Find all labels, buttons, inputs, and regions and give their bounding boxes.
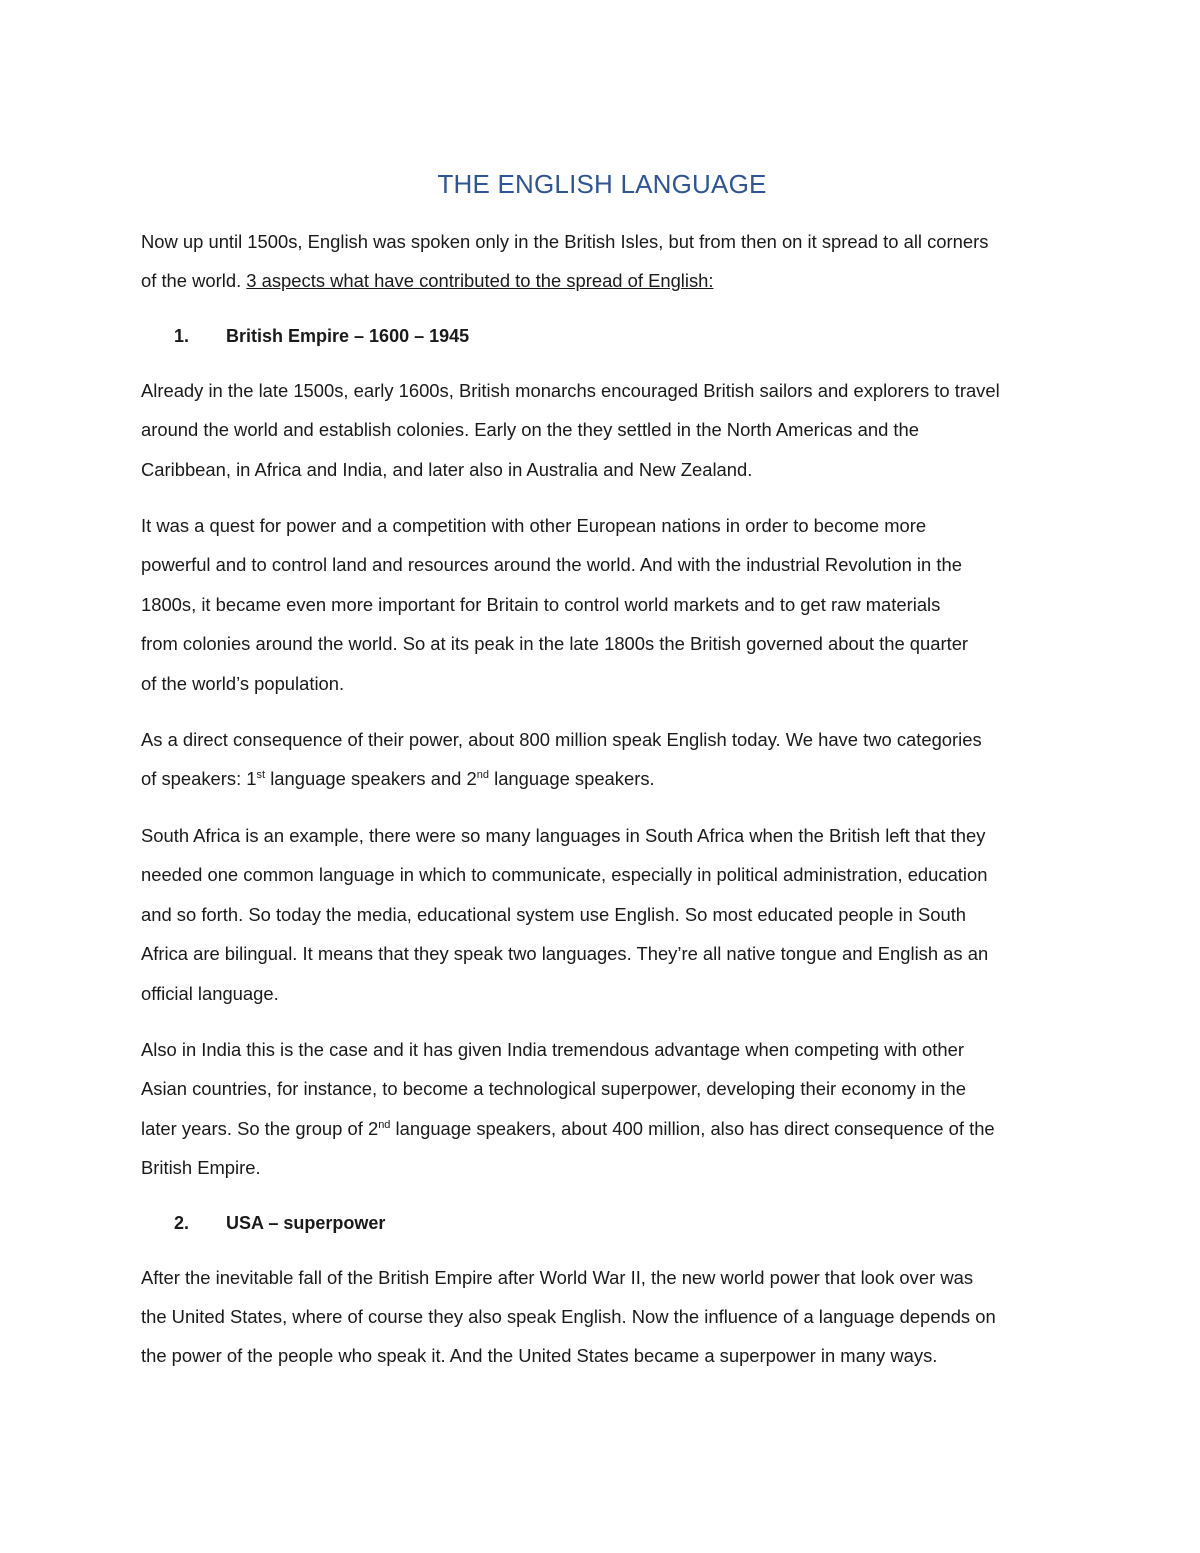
paragraph-line: Africa are bilingual. It means that they speak two languages. They’re all native tongue and English as an (141, 943, 989, 965)
text-segment: language speakers. (489, 768, 655, 790)
intro-line-2-text: of the world. (141, 270, 247, 292)
paragraph-line: After the inevitable fall of the British Empire after World War II, the new world power that look over was (141, 1266, 974, 1288)
paragraph-line: Asian countries, for instance, to become a technological superpower, developing their economy in the (141, 1078, 967, 1100)
intro-paragraph (141, 222, 1063, 301)
section-heading-text: British Empire – 1600 – 1945 (226, 325, 470, 346)
superscript: nd (476, 769, 489, 782)
superscript: st (256, 769, 266, 782)
paragraph-line: and so forth. So today the media, educational system use English. So most educated people in South (141, 903, 967, 925)
paragraph-line: 1800s, it became even more important for Britain to control world markets and to get raw materials (141, 593, 941, 615)
section-number: 1. (174, 325, 190, 346)
paragraph-line: British Empire. (141, 1157, 261, 1179)
text-segment: later years. So the group of 2 (141, 1117, 379, 1139)
paragraph-line: Already in the late 1500s, early 1600s, British monarchs encouraged British sailors and explorers to travel (141, 379, 1000, 401)
paragraph-line: powerful and to control land and resources around the world. And with the industrial Revolution in the (141, 554, 962, 576)
paragraph-usa (141, 1258, 1063, 1376)
paragraph-line: It was a quest for power and a competition with other European nations in order to become more (141, 515, 927, 537)
intro-line-1: Now up until 1500s, English was spoken only in the British Isles, but from then on it spread to all corners (141, 231, 989, 252)
paragraph-line: official language. (141, 982, 279, 1004)
paragraph-quest-for-power (141, 506, 1063, 703)
text-segment: of speakers: 1 (141, 768, 257, 790)
paragraph-line: South Africa is an example, there were so many languages in South Africa when the British left that they (141, 824, 986, 846)
text-segment: language speakers, about 400 million, also has direct consequence of the (390, 1117, 995, 1139)
paragraph-line: the United States, where of course they also speak English. Now the influence of a language depends on (141, 1305, 996, 1327)
paragraph-line: As a direct consequence of their power, about 800 million speak English today. We have two categories (141, 729, 982, 751)
paragraph-line: Also in India this is the case and it has given India tremendous advantage when competing with other (141, 1038, 964, 1060)
paragraph-line: around the world and establish colonies. Early on the they settled in the North Americas and the (141, 419, 919, 441)
section-heading-usa (141, 1205, 1063, 1241)
paragraph-line: needed one common language in which to communicate, especially in political administration, education (141, 864, 988, 886)
paragraph-line: the power of the people who speak it. And the United States became a superpower in many ways. (141, 1345, 938, 1367)
superscript: nd (378, 1118, 391, 1131)
paragraph-line: Caribbean, in Africa and India, and later also in Australia and New Zealand. (141, 458, 753, 480)
paragraph-consequence (141, 720, 1063, 799)
text-segment: language speakers and 2 (265, 768, 477, 790)
paragraph-line: from colonies around the world. So at its peak in the late 1800s the British governed about the quarter (141, 633, 969, 655)
paragraph-india (141, 1030, 1063, 1188)
section-number: 2. (174, 1212, 190, 1233)
document-body (141, 166, 1063, 1393)
section-heading-british-empire (141, 318, 1063, 354)
document-title: THE ENGLISH LANGUAGE (437, 169, 767, 199)
paragraph-line (141, 759, 1063, 798)
paragraph-line (141, 1109, 1063, 1148)
section-heading-text: USA – superpower (226, 1212, 386, 1233)
paragraph-colonies (141, 371, 1063, 489)
intro-line-2 (141, 261, 1063, 300)
intro-underlined-text: 3 aspects what have contributed to the spread of English: (246, 270, 714, 292)
paragraph-line: of the world’s population. (141, 672, 345, 694)
paragraph-south-africa (141, 816, 1063, 1013)
